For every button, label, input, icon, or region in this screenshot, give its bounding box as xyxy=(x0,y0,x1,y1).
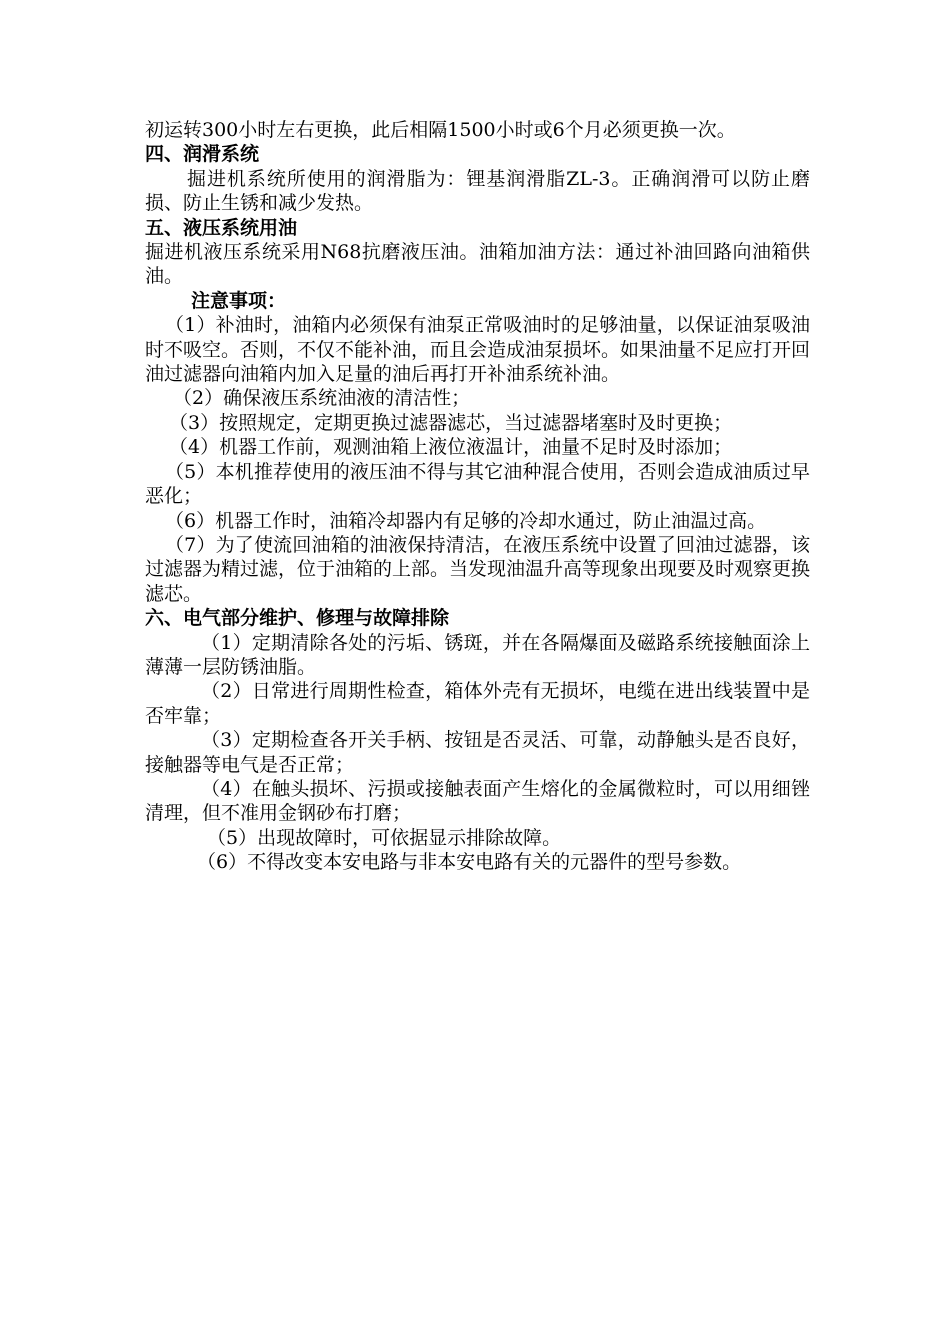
notes-heading: 注意事项： xyxy=(191,289,287,312)
electrical-item: （6）不得改变本安电路与非本安电路有关的元器件的型号参数。 xyxy=(197,851,742,874)
document-body xyxy=(145,118,810,875)
note-item: （4）机器工作前，观测油箱上液位液温计，油量不足时及时添加； xyxy=(169,436,733,459)
section-5-heading: 五、液压系统用油 xyxy=(145,216,298,239)
note-item: （5）本机推荐使用的液压油不得与其它油种混合使用，否则会造成油质过早恶化； xyxy=(145,460,810,508)
note-item: （2）确保液压系统油液的清洁性； xyxy=(173,387,471,410)
note-item: （3）按照规定，定期更换过滤器滤芯，当过滤器堵塞时及时更换； xyxy=(169,411,733,434)
electrical-item: （5）出现故障时，可依据显示排除故障。 xyxy=(207,826,562,849)
section-4-heading: 四、润滑系统 xyxy=(145,143,260,166)
note-item: （7）为了使流回油箱的油液保持清洁，在液压系统中设置了回油过滤器，该过滤器为精过滤，位于油箱的上部。当发现油温升高等现象出现要及时观察更换滤芯。 xyxy=(145,533,811,605)
section-4-paragraph: 掘进机系统所使用的润滑脂为：锂基润滑脂ZL-3。正确润滑可以防止磨损、防止生锈和减少发热。 xyxy=(145,167,810,215)
section-6-heading: 六、电气部分维护、修理与故障排除 xyxy=(145,607,450,630)
electrical-item: （4）在触头损坏、污损或接触表面产生熔化的金属微粒时，可以用细锉清理，但不准用金钢砂布打磨； xyxy=(145,777,810,825)
note-item: （6）机器工作时，油箱冷却器内有足够的冷却水通过，防止油温过高。 xyxy=(165,509,767,532)
electrical-item: （1）定期清除各处的污垢、锈斑，并在各隔爆面及磁路系统接触面涂上薄薄一层防锈油脂。 xyxy=(145,631,810,678)
electrical-item: （2）日常进行周期性检查，箱体外壳有无损坏，电缆在进出线装置中是否牢靠； xyxy=(145,680,810,727)
continuation-paragraph: 初运转300小时左右更换，此后相隔1500小时或6个月必须更换一次。 xyxy=(145,119,736,141)
section-5-paragraph: 掘进机液压系统采用N68抗磨液压油。油箱加油方法：通过补油回路向油箱供油。 xyxy=(145,241,810,288)
electrical-item: （3）定期检查各开关手柄、按钮是否灵活、可靠，动静触头是否良好，接触器等电气是否正常； xyxy=(145,729,810,776)
note-item: （1）补油时，油箱内必须保有油泵正常吸油时的足够油量，以保证油泵吸油时不吸空。否则，不仅不能补油，而且会造成油泵损坏。如果油量不足应打开回油过滤器向油箱内加入足量的油后再打开补油系统补油。 xyxy=(145,314,811,386)
